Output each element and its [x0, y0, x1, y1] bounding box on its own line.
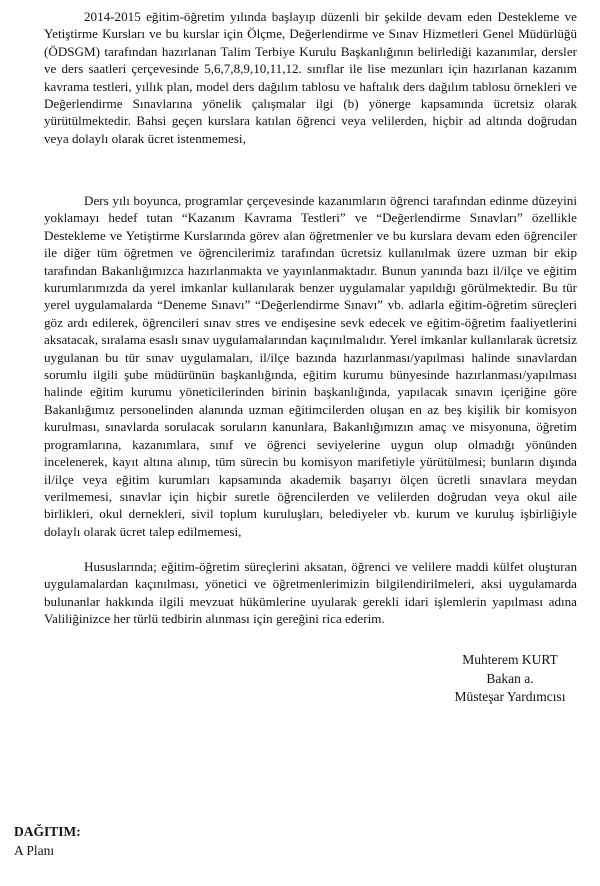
distribution-block: [14, 822, 81, 860]
paragraph-exam-rules: Ders yılı boyunca, programlar çerçevesinde kazanımların öğrenci tarafından edinme düzeyini yoklamayı hedef tutan “Kazanım Kavrama Testleri” ve “Değerlendirme Sınavları” özellikle Destekleme ve Yetiştirme Kurslarında görev alan öğretmenler ve bu kurslara devam eden öğrenciler ile diğer tüm öğretmen ve öğrencilerimiz tarafından ücretsiz kullanılmak üzere uzman bir ekip tarafından Bakanlığımızca hazırlanmakta ve yayınlanmaktadır. Bunun yanında bazı il/ilçe ve eğitim kurumlarımızda da yerel imkanlar kullanılarak benzer uygulamalar yapıldığı görülmektedir. Bu tür yerel uygulamalarda “Deneme Sınavı” “Değerlendirme Sınavı” vb. adlarla eğitim-öğretim süreçleri göz ardı edilerek, öğrencileri sınav stres ve endişesine sevk edecek ve eğitim-öğretim faaliyetlerini aksatacak, sıralama esaslı sınav uygulamalarından kaçınılmalıdır. Yerel imkanlar kullanılarak ücretsiz uygulanan bu tür sınav uygulamaları, il/ilçe bazında hazırlanması/yapılması halinde sınavlardan sorumlu ilgili şube müdürünün başkanlığında, eğitim kurumu bünyesinde hazırlanması/yapılması halinde eğitim kurumu yöneticilerinden birinin başkanlığında, yapılacak sınavın içeriğine göre Bakanlığımız personelinden alanında uzman eğitimcilerden oluşan en az beş kişilik bir komisyon kurulması, sınavlarda sorulacak soruların kanunlara, Bakanlığımızın amaç ve misyonuna, öğretim programlarına, kazanımlara, sınıf ve öğrenci seviyelerine uygun olup olmadığı yönünden incelenerek, kayıt altına alınıp, tüm sürecin bu komisyon marifetiyle yürütülmesi; bunların dışında il/ilçe veya eğitim kurumları kapsamında akademik başarıyı ölçen ücretli sınavlara meydan verilmemesi, sınavlar için hiçbir suretle öğrencilerden ve velilerden doğrudan veya okul aile birlikleri, okul dernekleri, sivil toplum kuruluşları, belediyeler vb. kurum ve kuruluş işbirliğiyle dolaylı olarak ücret talep edilmemesi,: [44, 193, 577, 539]
signatory-title-line2: Müsteşar Yardımcısı: [454, 689, 566, 704]
distribution-heading: DAĞITIM:: [14, 824, 81, 839]
paragraph-closing-request: Hususlarında; eğitim-öğretim süreçlerini aksatan, öğrenci ve velilere maddi külfet oluşturan uygulamalardan kaçınılması, yönetici ve öğretmenlerimizin bilgilendirilmeleri, aksi uygulamarda bulunanlar hakkında ilgili mevzuat hükümlerine uyularak gerekli idari işlemlerin yapılması adına Valiliğinizce her türlü tedbirin alınması için gereğini rica ederim.: [44, 559, 577, 627]
signatory-name: Muhterem KURT: [462, 652, 558, 667]
signature-block: [420, 651, 600, 707]
distribution-item: A Planı: [14, 843, 55, 858]
paragraph-courses-free: 2014-2015 eğitim-öğretim yılında başlayıp düzenli bir şekilde devam eden Destekleme ve Yetiştirme Kursları ve bu kurslar için Ölçme, Değerlendirme ve Sınav Hizmetleri Genel Müdürlüğü (ÖDSGM) tarafından hazırlanan Talim Terbiye Kurulu Başkanlığının belirlediği kazanımlar, dersler ve ders saatleri çerçevesinde 5,6,7,8,9,10,11,12. sınıflar ile lise mezunları için hazırlanan kazanım kavrama testleri, yıllık plan, model ders dağılım tablosu ve haftalık ders dağılım tablosu örnekleri ve Değerlendirme Sınavlarına yönelik çalışmalar ilgi (b) yönerge kapsamında ücretsiz olarak yürütülmektedir. Bahsi geçen kurslara katılan öğrenci veya velilerden, hiçbir ad altında doğrudan veya dolaylı olarak ücret istenmemesi,: [44, 9, 577, 146]
signatory-title-line1: Bakan a.: [486, 670, 534, 686]
